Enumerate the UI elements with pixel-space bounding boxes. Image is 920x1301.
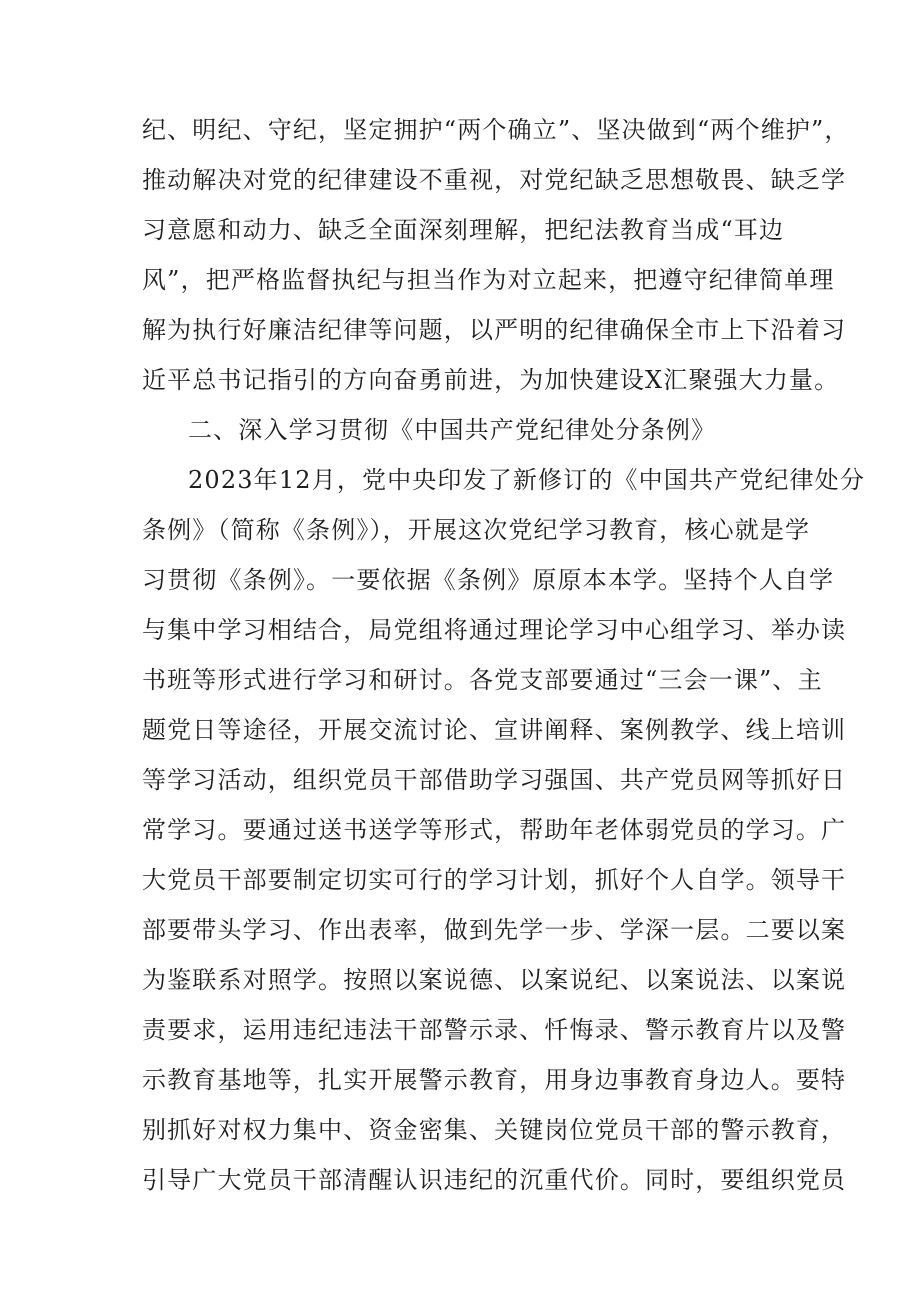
paragraph-2-line-11: 为鉴联系对照学。按照以案说德、以案说纪、以案说法、以案说	[142, 966, 847, 994]
section-heading: 二、深入学习贯彻《中国共产党纪律处分条例》	[188, 416, 717, 444]
paragraph-2-line-15: 引导广大党员干部清醒认识违纪的沉重代价。同时，要组织党员	[142, 1166, 847, 1194]
paragraph-2-line-10: 部要带头学习、作出表率，做到先学一步、学深一层。二要以案	[142, 916, 847, 944]
paragraph-1-line-1: 纪、明纪、守纪，坚定拥护“两个确立”、坚决做到“两个维护”，	[142, 116, 850, 144]
paragraph-2-line-13: 示教育基地等，扎实开展警示教育，用身边事教育身边人。要特	[142, 1066, 847, 1094]
paragraph-2-line-1: 2023年12月，党中央印发了新修订的《中国共产党纪律处分	[188, 466, 865, 494]
paragraph-2-line-7: 等学习活动，组织党员干部借助学习强国、共产党员网等抓好日	[142, 766, 847, 794]
paragraph-2-line-5: 书班等形式进行学习和研讨。各党支部要通过“三会一课”、主	[142, 666, 823, 694]
paragraph-2-line-14: 别抓好对权力集中、资金密集、关键岗位党员干部的警示教育，	[142, 1116, 847, 1144]
paragraph-1-line-2: 推动解决对党的纪律建设不重视，对党纪缺乏思想敬畏、缺乏学	[142, 166, 847, 194]
paragraph-2-line-9: 大党员干部要制定切实可行的学习计划，抓好个人自学。领导干	[142, 866, 847, 894]
paragraph-2-line-2: 条例》（简称《条例》），开展这次党纪学习教育，核心就是学	[142, 516, 811, 544]
paragraph-1-line-4: 风”，把严格监督执纪与担当作为对立起来，把遵守纪律简单理	[142, 266, 835, 294]
paragraph-2-line-4: 与集中学习相结合，局党组将通过理论学习中心组学习、举办读	[142, 616, 847, 644]
paragraph-2-line-3: 习贯彻《条例》。一要依据《条例》原原本本学。坚持个人自学	[142, 566, 835, 594]
paragraph-1-line-6: 近平总书记指引的方向奋勇前进，为加快建设X汇聚强大力量。	[142, 366, 840, 394]
paragraph-1-line-3: 习意愿和动力、缺乏全面深刻理解，把纪法教育当成“耳边	[142, 216, 785, 244]
paragraph-2-line-12: 责要求，运用违纪违法干部警示录、忏悔录、警示教育片以及警	[142, 1016, 847, 1044]
paragraph-2-line-8: 常学习。要通过送书送学等形式，帮助年老体弱党员的学习。广	[142, 816, 847, 844]
paragraph-2-line-6: 题党日等途径，开展交流讨论、宣讲阐释、案例教学、线上培训	[142, 716, 847, 744]
paragraph-1-line-5: 解为执行好廉洁纪律等问题，以严明的纪律确保全市上下沿着习	[142, 316, 847, 344]
